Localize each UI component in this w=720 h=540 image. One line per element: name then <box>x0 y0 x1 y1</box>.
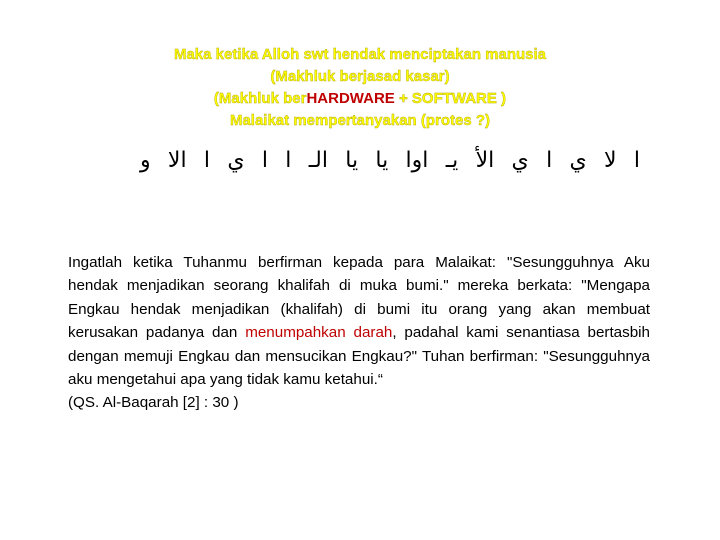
translation-paragraph <box>68 251 650 415</box>
translation-part-2: , padahal kami senantiasa bertasbih dengan memuji Engkau dan mensucikan Engkau?" Tuhan berfirman: "Sesungguhnya aku mengetahui apa yang tidak kamu ketahui.“ <box>68 324 650 389</box>
heading-line-4: Malaikat mempertanyakan (protes ?) <box>229 112 491 129</box>
hardware-highlight: HARDWARE <box>306 90 395 107</box>
slide-heading <box>110 44 610 132</box>
quran-reference: (QS. Al-Baqarah [2] : 30 ) <box>68 394 239 412</box>
heading-line-3-suffix: + SOFTWARE ) <box>394 90 507 107</box>
heading-line-1: Maka ketika Alloh swt hendak menciptakan manusia <box>173 46 547 63</box>
translation-highlight: menumpahkan darah <box>245 324 393 342</box>
arabic-verse: ا لا ي ا ي الأ يـ اوا يا يا الـ ا ا ي ا الا و <box>140 148 640 173</box>
heading-line-2: (Makhluk berjasad kasar) <box>270 68 450 85</box>
heading-line-3 <box>110 88 610 110</box>
translation-part-1: Ingatlah ketika Tuhanmu berfirman kepada para Malaikat: "Sesungguhnya Aku hendak menjadikan seorang khalifah di muka bumi." mereka berkata: "Mengapa Engkau hendak menjadikan (khalifah) di bumi itu orang yang akan membuat kerusakan padanya dan <box>68 254 650 342</box>
heading-line-3-prefix: (Makhluk ber <box>213 90 307 107</box>
